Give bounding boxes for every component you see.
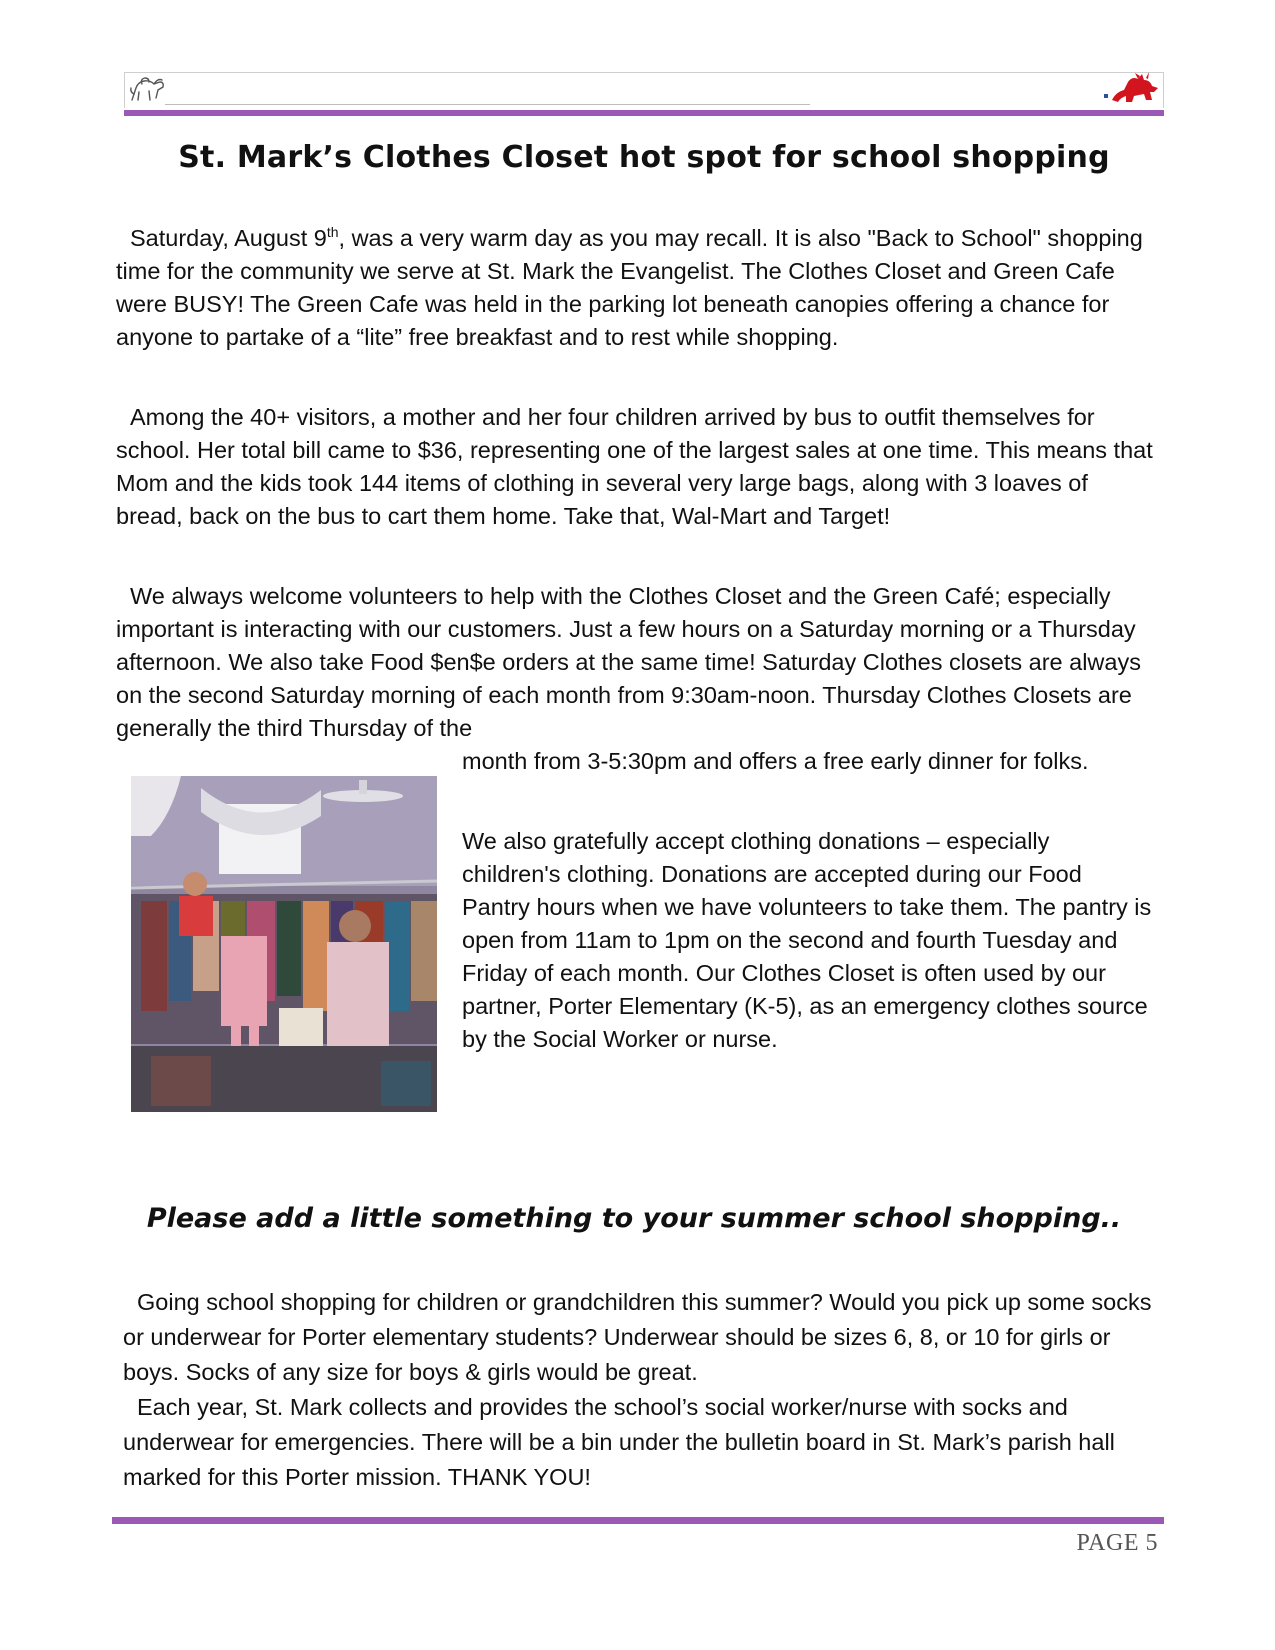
article-paragraph-3: We always welcome volunteers to help with the Clothes Closet and the Green Café; especially important is interacting with our customers. Just a few hours on a Saturday morning or a Thursday afternoon. We also take Food $en$e orders at the same time! Saturday Clothes closets are always on the second Saturday morning of each month from 9:30am-noon. Thursday Clothes Closets are generally the third Thursday of the [116,583,1141,741]
page-number: PAGE 5 [1076,1530,1158,1556]
article-paragraph-2: Among the 40+ visitors, a mother and her four children arrived by bus to outfit themselves for school. Her total bill came to $36, representing one of the largest sales at one time. This means that Mom and the kids took 144 items of clothing in several very large bags, along with 3 loaves of bread, back on the bus to cart them home. Take that, Wal-Mart and Target! [116,404,1153,529]
p1-superscript: th [326,224,339,241]
p1-text-end: , was a very warm day as you may recall. It is also "Back to School" shopping time for the community we serve at St. Mark the Evangelist. The Clothes Closet and Green Cafe were BUSY! The Green Cafe was held in the parking lot beneath canopies offering a chance for anyone to partake of a “lite” free breakfast and to rest while shopping. [116,225,1143,350]
appeal-title: Please add a little something to your summer school shopping.. [146,1203,1122,1234]
p1-text-start: Saturday, August 9 [130,225,327,251]
header-divider [165,104,810,105]
header-frame [124,72,1164,108]
article-title: St. Mark’s Clothes Closet hot spot for school shopping [178,140,1110,175]
lion-icon [128,74,168,106]
header-rule [124,110,1164,116]
footer-rule [112,1517,1164,1524]
appeal-paragraph-1: Going school shopping for children or grandchildren this summer? Would you pick up some socks or underwear for Porter elementary students? Underwear should be sizes 6, 8, or 10 for girls or boys. Socks of any size for boys & girls would be great. [123,1289,1152,1385]
appeal-paragraph-2: Each year, St. Mark collects and provides the school’s social worker/nurse with socks and underwear for emergencies. There will be a bin under the bulletin board in St. Mark’s parish hall marked for this Porter mission. THANK YOU! [123,1394,1115,1490]
article-paragraph-4: We also gratefully accept clothing donations – especially children's clothing. Donations are accepted during our Food Pantry hours when we have volunteers to take them. The pantry is open from 11am to 1pm on the second and fourth Tuesday and Friday of each month. Our Clothes Closet is often used by our partner, Porter Elementary (K-5), as an emergency clothes source by the Social Worker or nurse. [462,828,1152,1052]
clothes-closet-photo [131,776,437,1112]
article-paragraph-3-continued: month from 3-5:30pm and offers a free early dinner for folks. [462,748,1089,774]
red-lion-icon [1102,70,1162,108]
article-paragraph-1 [116,222,1156,354]
